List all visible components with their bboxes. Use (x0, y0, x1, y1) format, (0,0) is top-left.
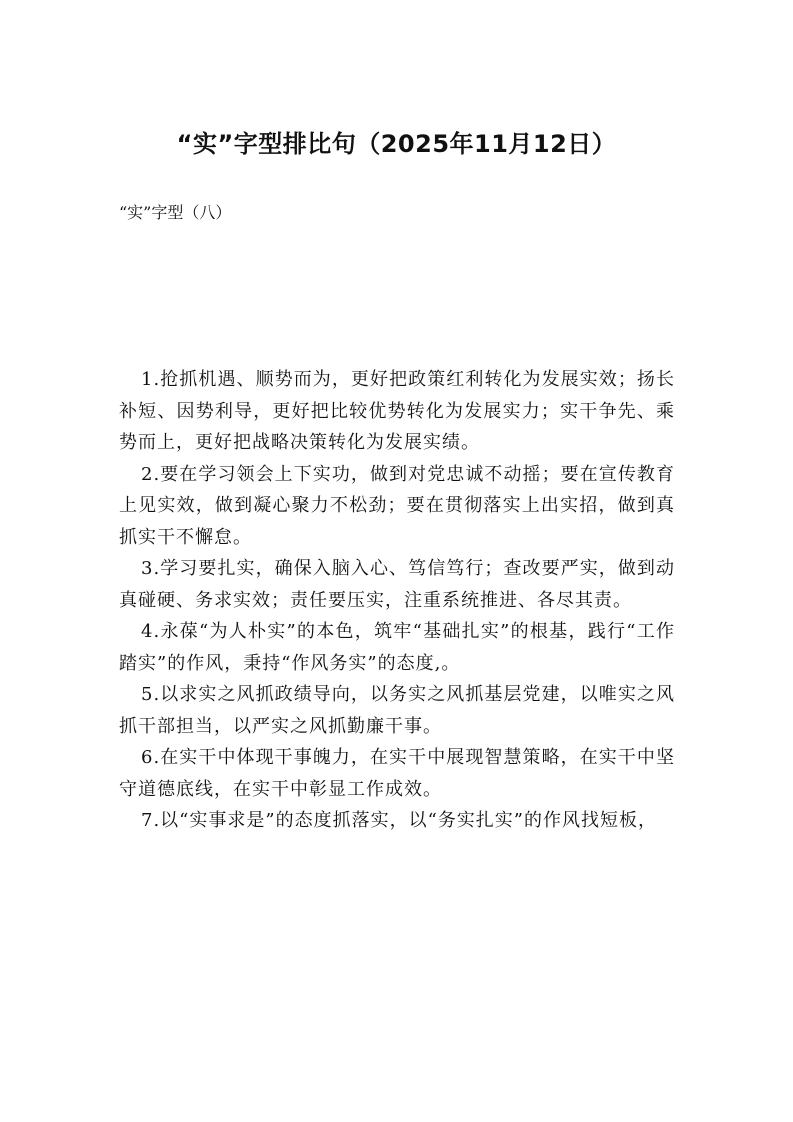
paragraph: 3.学习要扎实，确保入脑入心、笃信笃行；查改要严实，做到动真碰硬、务求实效；责任要压实，注重系统推进、各尽其责。 (119, 558, 675, 611)
document-title: “实”字型排比句（2025年11月12日） (176, 130, 617, 158)
paragraph: 1.抢抓机遇、顺势而为，更好把政策红利转化为发展实效；扬长补短、因势利导，更好把比较优势转化为发展实力；实干争先、乘势而上，更好把战略决策转化为发展实绩。 (119, 369, 675, 453)
paragraph: 2.要在学习领会上下实功，做到对党忠诚不动摇；要在宣传教育上见实效，做到凝心聚力不松劲；要在贯彻落实上出实招，做到真抓实干不懈怠。 (119, 463, 675, 548)
paragraph: 5.以求实之风抓政绩导向，以务实之风抓基层党建，以唯实之风抓干部担当，以严实之风抓勤廉干事。 (119, 684, 675, 737)
document-body (119, 364, 675, 837)
paragraph: 4.永葆“为人朴实”的本色，筑牢“基础扎实”的根基，践行“工作踏实”的作风，秉持“作风务实”的态度,。 (119, 621, 675, 674)
paragraph: 6.在实干中体现干事魄力，在实干中展现智慧策略，在实干中坚守道德底线，在实干中彰显工作成效。 (119, 747, 675, 800)
paragraph: 7.以“实事求是”的态度抓落实，以“务实扎实”的作风找短板， (141, 810, 657, 831)
document-subtitle: “实”字型（八） (119, 203, 232, 222)
